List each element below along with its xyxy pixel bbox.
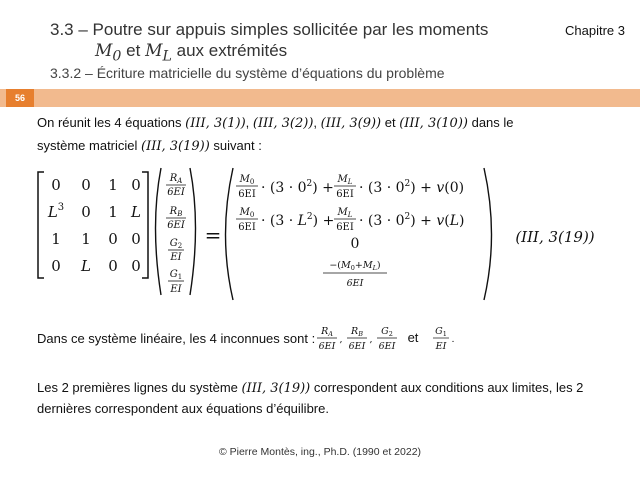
svg-text:,: , — [369, 334, 373, 345]
equation-label: (III, 3(19)) — [515, 228, 595, 246]
svg-text:G2: $G_2$ — [381, 326, 394, 338]
right-bracket — [142, 172, 148, 278]
svg-text:0: 0 — [350, 236, 360, 252]
intro-paragraph: On réunit les 4 équations (III, 3(1)), (III, 3(2)), (III, 3(9)) et (III, 3(10)) dans le système matriciel (III, 3(19)) suivant : — [37, 115, 514, 154]
svg-text:M0: $M_0$ — [239, 207, 255, 219]
slide-title: 3.3 – Poutre sur appuis simples sollicitée par les moments — [50, 20, 489, 39]
equation-ref: (III, 3(10)) — [399, 116, 468, 131]
svg-text:0: 0 — [108, 257, 118, 275]
equation-ref: (III, 3(9)) — [320, 116, 382, 131]
svg-text:6EI: 6EI — [346, 278, 364, 289]
unknowns-fractions — [315, 323, 457, 353]
svg-text:L3: $L^3$ — [47, 202, 65, 221]
matrix-equation — [0, 160, 640, 305]
svg-text:0: 0 — [51, 176, 61, 194]
slide-subtitle: 3.3.2 – Écriture matricielle du système d’équations du problème — [50, 65, 445, 81]
equation-ref: (III, 3(19)) — [241, 381, 311, 396]
svg-text:0: 0 — [81, 176, 91, 194]
svg-text:EI: EI — [170, 284, 182, 295]
svg-text:ML: $M_L$ — [337, 207, 353, 219]
svg-text:G2: $G_2$ — [169, 238, 183, 250]
svg-text:RB: $R_B$ — [351, 326, 364, 338]
svg-text:1: 1 — [108, 203, 118, 221]
svg-text:L: L — [81, 257, 91, 275]
svg-text:,: , — [339, 334, 343, 345]
svg-text:0: 0 — [108, 230, 118, 248]
header-bar — [0, 89, 640, 107]
svg-text:6EI: 6EI — [378, 341, 396, 352]
svg-text:G1: $G_1$ — [435, 326, 448, 338]
slide-number-badge: 56 — [6, 89, 34, 107]
left-bracket — [38, 172, 44, 278]
svg-text:EI: EI — [435, 341, 447, 352]
svg-text:.: . — [451, 334, 455, 345]
svg-text:6EI: 6EI — [167, 187, 185, 198]
svg-text:6EI: 6EI — [318, 341, 336, 352]
svg-text:1: 1 — [81, 230, 91, 248]
svg-text:M0: $M_0$ — [239, 174, 255, 186]
equation-ref: (III, 3(2)) — [252, 116, 314, 131]
rhs-vector — [236, 174, 465, 289]
moment-ml: $M_L$ — [145, 41, 172, 65]
copyright-footer: © Pierre Montès, ing., Ph.D. (1990 et 2022) — [218, 446, 422, 458]
svg-text:EI: EI — [170, 252, 182, 263]
svg-text:· (3 · L2) +: · $(3 \cdot L^2)$ + — [261, 212, 335, 229]
svg-text:L: L — [131, 203, 141, 221]
coefficient-matrix — [47, 176, 141, 275]
equation-ref: (III, 3(1)) — [185, 116, 246, 131]
svg-text:RA: $R_A$ — [169, 173, 183, 185]
svg-text:0: 0 — [131, 176, 141, 194]
svg-text:· (3 · 02) + v(L): · $(3 \cdot 0^2) + v(L)$ — [359, 212, 465, 229]
svg-text:0: 0 — [131, 230, 141, 248]
svg-text:−(M0+ML): $-(M_0+M_L)$ — [329, 260, 381, 272]
svg-text:RA: $R_A$ — [321, 326, 334, 338]
chapter-label: Chapitre 3 — [565, 23, 625, 38]
svg-text:1: 1 — [51, 230, 61, 248]
svg-text:0: 0 — [51, 257, 61, 275]
equation-ref: (III, 3(19)) — [141, 139, 210, 154]
svg-text:· (3 · 02) + v(0): · $(3 \cdot 0^2) + v(0)$ — [359, 179, 465, 196]
equals-sign: = — [204, 223, 222, 247]
unknown-vector — [166, 173, 186, 295]
svg-text:et: et — [407, 330, 419, 345]
svg-text:6EI: 6EI — [238, 222, 256, 233]
svg-text:· (3 · 02) +: · $(3 \cdot 0^2)$ + — [261, 179, 334, 196]
svg-text:ML: $M_L$ — [337, 174, 353, 186]
svg-text:0: 0 — [81, 203, 91, 221]
svg-text:1: 1 — [108, 176, 118, 194]
svg-text:6EI: 6EI — [238, 189, 256, 200]
conclusion-paragraph: Les 2 premières lignes du système (III, 3(19)) correspondent aux conditions aux limites, les 2 dernières correspondent aux équations d’équilibre. — [37, 380, 584, 416]
moment-m0: $M_0$ — [95, 41, 122, 65]
svg-text:RB: $R_B$ — [169, 206, 183, 218]
slide-title-line2: $M_0$ et $M_L$ aux extrémités — [95, 41, 288, 65]
svg-text:6EI: 6EI — [167, 220, 185, 231]
svg-text:0: 0 — [131, 257, 141, 275]
unknowns-line: Dans ce système linéaire, les 4 inconnues sont : $R_A$ 6EI , $R_B$ 6EI , $G_2$ 6EI et $G_1$ EI . — [37, 323, 457, 353]
svg-text:6EI: 6EI — [336, 222, 354, 233]
svg-text:6EI: 6EI — [348, 341, 366, 352]
svg-text:6EI: 6EI — [336, 189, 354, 200]
svg-text:G1: $G_1$ — [169, 269, 183, 281]
